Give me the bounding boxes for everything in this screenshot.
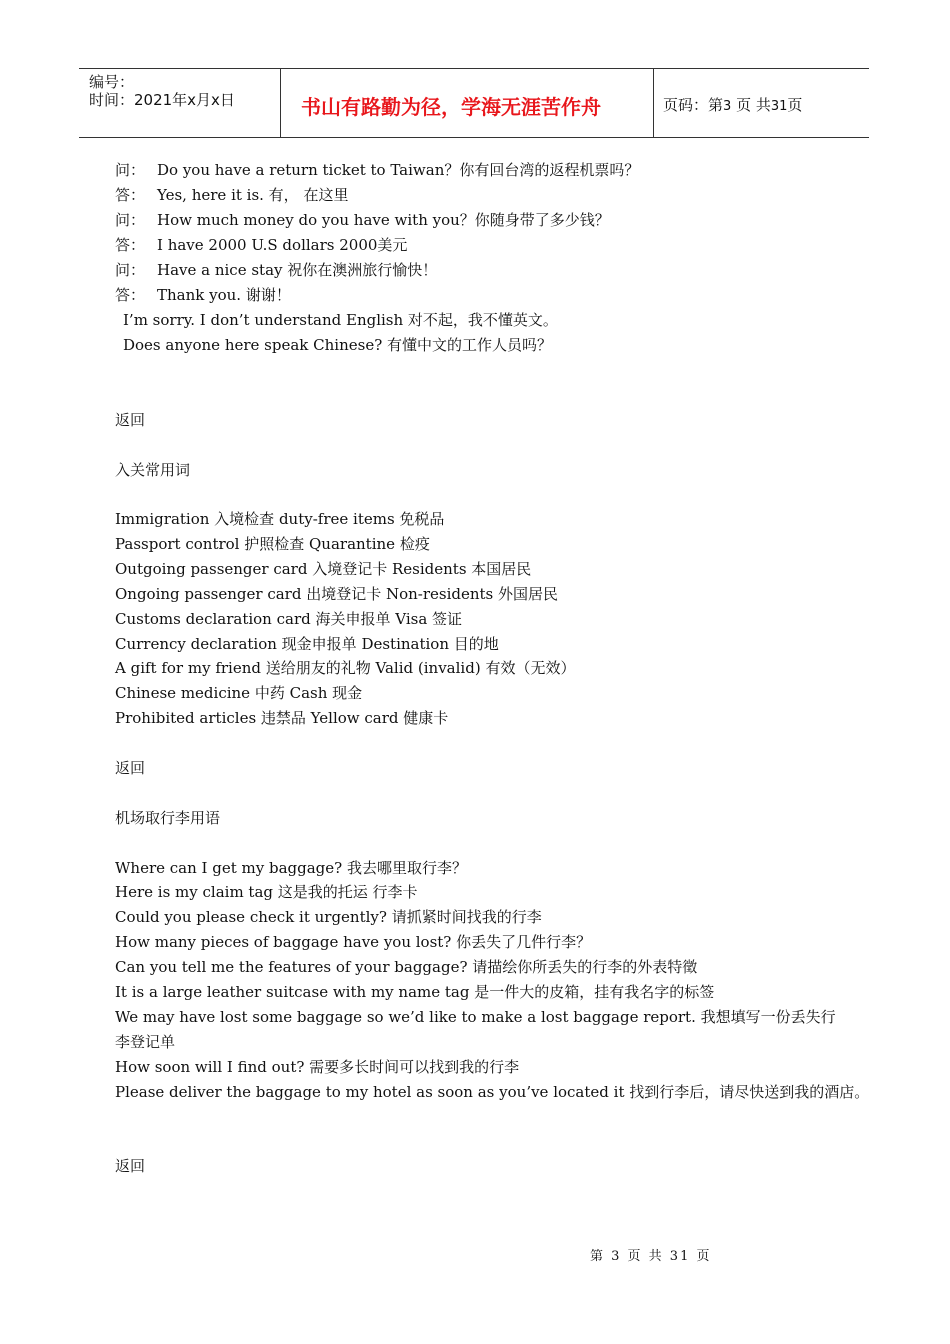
phrase-line: It is a large leather suitcase with my name tag 是一件大的皮箱，挂有我名字的标签 [115,983,715,1001]
phrase-line: How soon will I find out? 需要多长时间可以找到我的行李 [115,1058,520,1076]
phrase-line: Here is my claim tag 这是我的托运 行李卡 [115,883,418,901]
phrase-line: Could you please check it urgently? 请抓紧时间找我的行李 [115,908,542,926]
dialogue-line [115,208,610,233]
dialogue-text: How much money do you have with you？你随身带了多少钱？ [157,211,610,229]
dialogue-text: I have 2000 U.S dollars 2000美元 [157,236,408,254]
page-total: 31 [770,99,788,114]
phrase-line: Does anyone here speak Chinese? 有懂中文的工作人员吗？ [123,336,553,354]
page-suffix: 页 [787,96,803,114]
dialogue-line [115,283,291,308]
page-prefix: 页码：第 [663,96,724,114]
vocab-line: Ongoing passenger card 出境登记卡 Non-residents 外国居民 [115,585,559,603]
back-link[interactable]: 返回 [115,1157,146,1175]
dialogue-line [115,183,348,208]
dialogue-text: Thank you. 谢谢！ [157,286,291,304]
vocab-line: Prohibited articles 违禁品 Yellow card 健康卡 [115,709,449,727]
vocab-line: Chinese medicine 中药 Cash 现金 [115,684,363,702]
phrase-line: Please deliver the baggage to my hotel as soon as you’ve located it 找到行李后，请尽快送到我的酒店。 [115,1083,870,1101]
dialogue-label: 问： [115,211,146,229]
dialogue-text: Yes, here it is. 有， 在这里 [157,186,349,204]
phrase-line: Where can I get my baggage? 我去哪里取行李？ [115,859,467,877]
header-page-info [663,94,802,115]
phrase-line: I’m sorry. I don’t understand English 对不起，我不懂英文。 [123,311,558,329]
dialogue-label: 答： [115,236,146,254]
phrase-line: We may have lost some baggage so we’d like to make a lost baggage report. 我想填写一份丢失行李登记单 [115,1008,836,1051]
dialogue-label: 答： [115,286,146,304]
dialogue-line [115,258,437,283]
page-mid: 页 共 [736,96,771,114]
page-num: 3 [723,99,732,114]
dialogue-label: 问： [115,261,146,279]
section-title-customs: 入关常用词 [115,461,191,479]
phrase-line: How many pieces of baggage have you lost? 你丢失了几件行李？ [115,933,592,951]
back-link[interactable]: 返回 [115,759,146,777]
dialogue-label: 问： [115,161,146,179]
back-link[interactable]: 返回 [115,411,146,429]
dialogue-text: Have a nice stay 祝你在澳洲旅行愉快！ [157,261,438,279]
dialogue-line [115,158,639,183]
page-footer: 第 3 页 共 31 页 [590,1249,712,1264]
vocab-line: Passport control 护照检查 Quarantine 检疫 [115,535,430,553]
dialogue-line [115,233,407,258]
phrase-line: Can you tell me the features of your baggage? 请描绘你所丢失的行李的外表特徵 [115,958,698,976]
vocab-line: Customs declaration card 海关申报单 Visa 签证 [115,610,463,628]
header-date: 时间：2021年x月x日 [89,91,235,109]
dialogue-label: 答： [115,186,146,204]
vocab-line: A gift for my friend 送给朋友的礼物 Valid (invalid) 有效（无效） [115,659,576,677]
header-motto-cell [281,69,654,137]
header-code: 编号： [89,73,135,91]
header-meta-cell [79,69,281,137]
dialogue-text: Do you have a return ticket to Taiwan？你有回台湾的返程机票吗？ [157,161,640,179]
header-motto: 书山有路勤为径，学海无涯苦作舟 [301,95,601,119]
vocab-line: Currency declaration 现金申报单 Destination 目的地 [115,635,499,653]
vocab-line: Immigration 入境检查 duty-free items 免税品 [115,510,445,528]
page-header [79,68,869,138]
vocab-line: Outgoing passenger card 入境登记卡 Residents 本国居民 [115,560,532,578]
section-title-baggage: 机场取行李用语 [115,809,221,827]
